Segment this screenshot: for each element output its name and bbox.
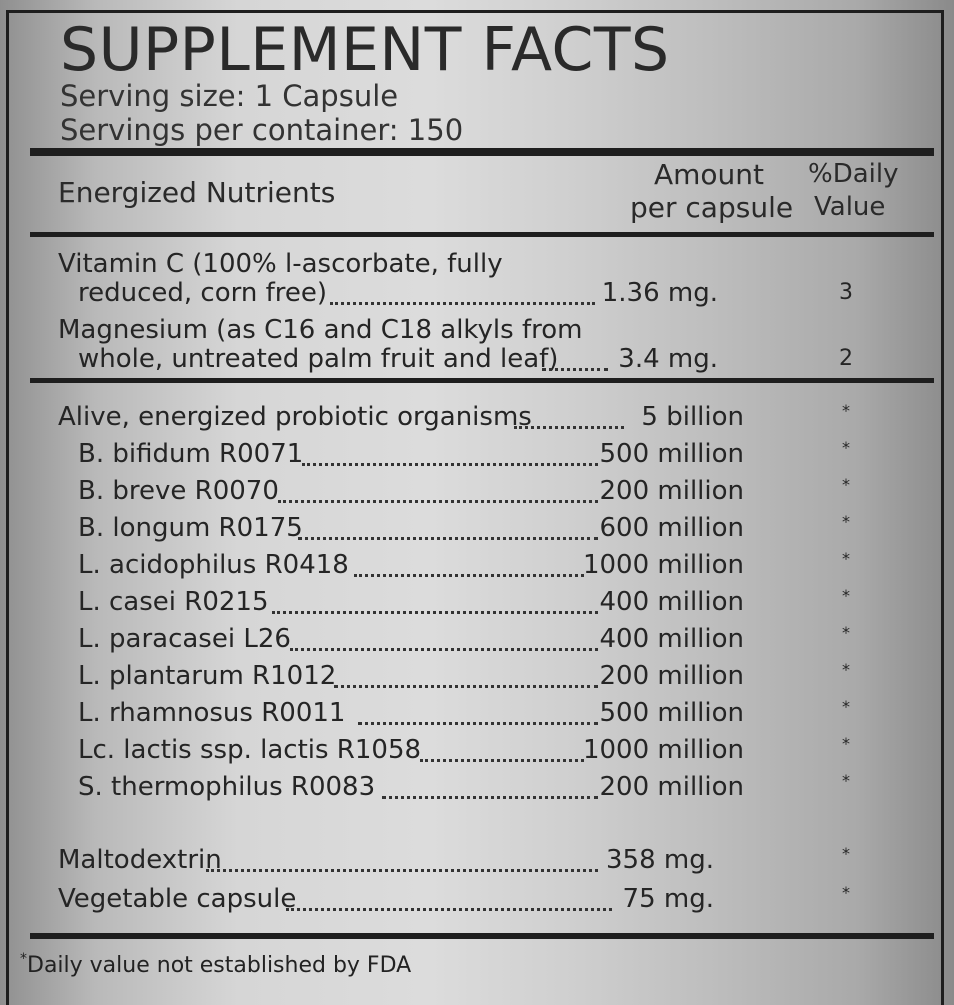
footnote-asterisk: *: [20, 951, 27, 967]
leader-dots: [358, 720, 598, 725]
strain-dv: *: [842, 586, 850, 605]
header-dv-line1: %Daily: [808, 159, 899, 189]
magnesium-name-line1: Magnesium (as C16 and C18 alkyls from: [58, 315, 583, 345]
strain-row: [0, 511, 954, 545]
vitamin-c-row: [0, 276, 954, 310]
leader-dots: [514, 424, 624, 429]
strain-amount: 200 million: [599, 772, 744, 802]
strain-dv: *: [842, 734, 850, 753]
magnesium-dv: 2: [839, 346, 853, 371]
strain-dv: *: [842, 549, 850, 568]
strain-name: B. breve R0070: [78, 476, 279, 506]
footer-divider: [30, 933, 934, 939]
leader-dots: [302, 461, 598, 466]
other-ingredient-row: [0, 882, 954, 916]
leader-dots: [354, 572, 584, 577]
strain-row: [0, 548, 954, 582]
strain-amount: 1000 million: [582, 550, 744, 580]
header-amount-line1: Amount: [654, 158, 765, 191]
strain-row: [0, 733, 954, 767]
strain-dv: *: [842, 697, 850, 716]
strain-amount: 600 million: [599, 513, 744, 543]
vitamin-c-amount: 1.36 mg.: [601, 278, 718, 308]
strain-row: [0, 585, 954, 619]
strain-row: [0, 659, 954, 693]
probiotic-total-name: Alive, energized probiotic organisms: [58, 402, 532, 432]
strain-dv: *: [842, 438, 850, 457]
ingredient-amount: 358 mg.: [606, 845, 714, 875]
ingredient-amount: 75 mg.: [622, 884, 714, 914]
vitamin-c-dv: 3: [839, 280, 853, 305]
servings-per-container: Servings per container: 150: [60, 113, 464, 147]
probiotic-total-dv: *: [842, 401, 850, 420]
footnote: [20, 953, 411, 978]
leader-dots: [330, 300, 595, 305]
strain-dv: *: [842, 512, 850, 531]
thick-divider: [30, 148, 934, 156]
strain-name: L. casei R0215: [78, 587, 269, 617]
header-divider: [30, 232, 934, 237]
strain-dv: *: [842, 660, 850, 679]
magnesium-row: [0, 342, 954, 376]
probiotic-total-row: [0, 400, 954, 434]
leader-dots: [334, 683, 598, 688]
leader-dots: [286, 906, 612, 911]
leader-dots: [206, 867, 598, 872]
ingredient-name: Vegetable capsule: [58, 884, 297, 914]
leader-dots: [382, 794, 598, 799]
strain-name: B. longum R0175: [78, 513, 303, 543]
strain-name: S. thermophilus R0083: [78, 772, 376, 802]
strain-name: L. plantarum R1012: [78, 661, 337, 691]
strain-dv: *: [842, 771, 850, 790]
header-nutrients: Energized Nutrients: [58, 176, 336, 209]
strain-amount: 400 million: [599, 587, 744, 617]
strain-row: [0, 770, 954, 804]
footnote-text: Daily value not established by FDA: [27, 953, 412, 978]
leader-dots: [272, 609, 598, 614]
strain-dv: *: [842, 623, 850, 642]
strain-amount: 500 million: [599, 439, 744, 469]
leader-dots: [278, 498, 598, 503]
strain-amount: 200 million: [599, 661, 744, 691]
strain-amount: 200 million: [599, 476, 744, 506]
header-amount-line2: per capsule: [630, 191, 794, 224]
strain-amount: 400 million: [599, 624, 744, 654]
header-dv-line2: Value: [814, 192, 886, 222]
strain-row: [0, 474, 954, 508]
strain-amount: 500 million: [599, 698, 744, 728]
vitamin-c-name-line1: Vitamin C (100% l-ascorbate, fully: [58, 249, 503, 279]
strain-row: [0, 622, 954, 656]
ingredient-dv: *: [842, 883, 850, 902]
strain-name: L. rhamnosus R0011: [78, 698, 346, 728]
strain-name: L. acidophilus R0418: [78, 550, 349, 580]
leader-dots: [420, 757, 584, 762]
panel-title: SUPPLEMENT FACTS: [60, 15, 670, 85]
ingredient-dv: *: [842, 844, 850, 863]
magnesium-amount: 3.4 mg.: [618, 344, 718, 374]
strain-name: L. paracasei L26: [78, 624, 291, 654]
magnesium-name-line2: whole, untreated palm fruit and leaf): [78, 344, 559, 374]
strain-name: Lc. lactis ssp. lactis R1058: [78, 735, 422, 765]
leader-dots: [542, 366, 608, 371]
vitamin-divider: [30, 378, 934, 383]
strain-amount: 1000 million: [582, 735, 744, 765]
vitamin-c-name-line2: reduced, corn free): [78, 278, 328, 308]
probiotic-total-amount: 5 billion: [641, 402, 744, 432]
ingredient-name: Maltodextrin: [58, 845, 222, 875]
strain-row: [0, 437, 954, 471]
other-ingredient-row: [0, 843, 954, 877]
strain-dv: *: [842, 475, 850, 494]
leader-dots: [298, 535, 598, 540]
strain-name: B. bifidum R0071: [78, 439, 304, 469]
serving-size: Serving size: 1 Capsule: [60, 79, 399, 113]
leader-dots: [290, 646, 598, 651]
strain-row: [0, 696, 954, 730]
